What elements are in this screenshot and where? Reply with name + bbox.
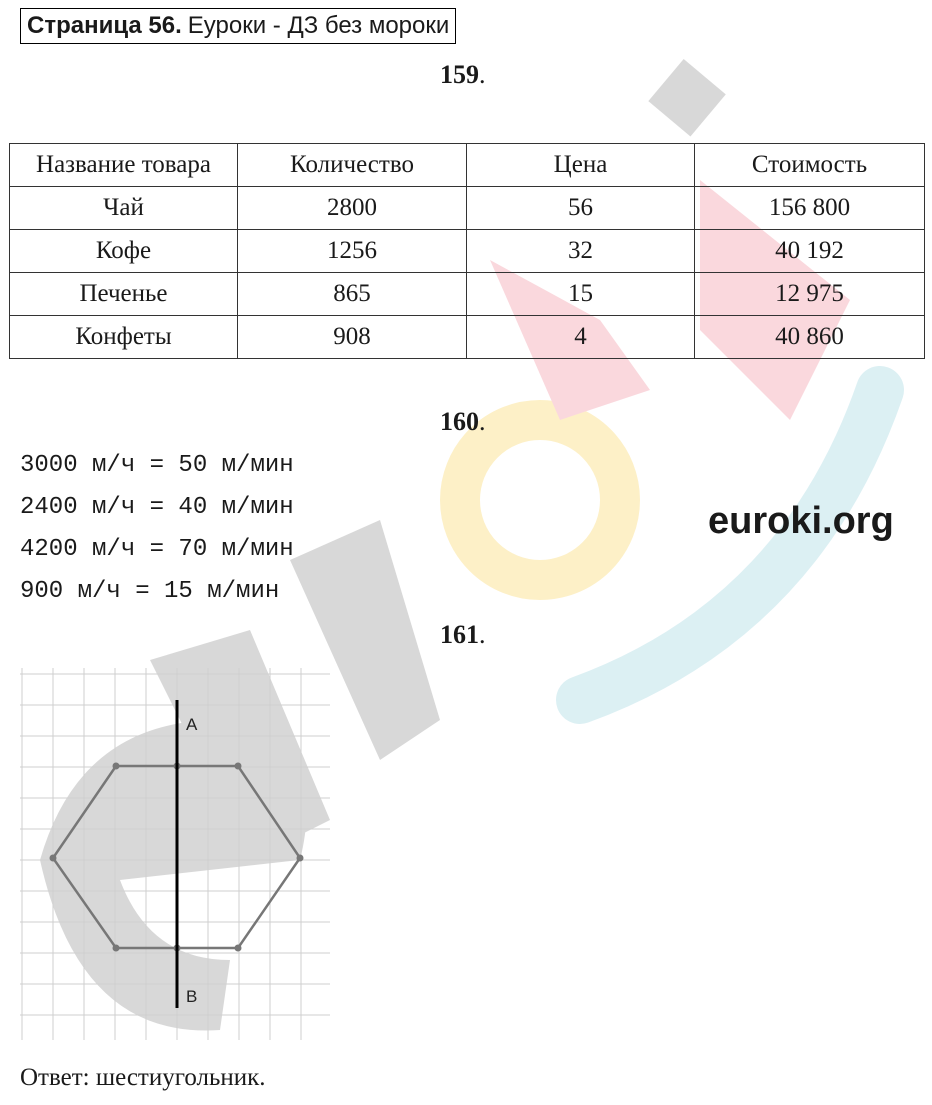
page-header [20, 8, 456, 44]
table-row [10, 230, 925, 273]
conversion-line: 3000 м/ч = 50 м/мин [20, 452, 294, 479]
table-cell: 908 [238, 316, 467, 359]
table-cell: 32 [467, 230, 695, 273]
label-a: A [186, 715, 198, 734]
vertex-point [113, 763, 120, 770]
table-cell: 15 [467, 273, 695, 316]
vertex-point [297, 855, 304, 862]
table-cell: 40 192 [695, 230, 925, 273]
task-159-number: 159. [440, 60, 486, 89]
table-header-row [10, 144, 925, 187]
table-cell: 1256 [238, 230, 467, 273]
conversion-line: 4200 м/ч = 70 м/мин [20, 536, 294, 563]
table-cell: 2800 [238, 187, 467, 230]
table-cell: 40 860 [695, 316, 925, 359]
table-cell: 865 [238, 273, 467, 316]
vertex-point [235, 763, 242, 770]
table-cell: Конфеты [10, 316, 238, 359]
site-tagline: Еуроки - ДЗ без мороки [187, 12, 450, 39]
answer-text: Ответ: шестиугольник. [20, 1064, 266, 1091]
vertex-point [235, 945, 242, 952]
goods-table [9, 143, 925, 359]
table-row [10, 316, 925, 359]
table-header-cell: Стоимость [695, 144, 925, 187]
table-cell: Чай [10, 187, 238, 230]
table-cell: Кофе [10, 230, 238, 273]
task-160-number: 160. [440, 407, 486, 436]
table-header-cell: Количество [238, 144, 467, 187]
conversion-line: 2400 м/ч = 40 м/мин [20, 494, 294, 521]
table-row [10, 187, 925, 230]
table-cell: Печенье [10, 273, 238, 316]
vertex-point [113, 945, 120, 952]
page-number-label: Страница 56. [27, 12, 182, 39]
grid-lines [20, 668, 330, 1040]
site-logo: euroki.org [708, 500, 894, 542]
table-cell: 12 975 [695, 273, 925, 316]
task-161-number: 161. [440, 620, 486, 649]
table-cell: 4 [467, 316, 695, 359]
table-cell: 156 800 [695, 187, 925, 230]
table-cell: 56 [467, 187, 695, 230]
table-row [10, 273, 925, 316]
label-b: B [186, 987, 198, 1006]
conversion-line: 900 м/ч = 15 м/мин [20, 578, 280, 605]
table-header-cell: Название товара [10, 144, 238, 187]
hexagon-drawing [20, 668, 330, 1040]
table-header-cell: Цена [467, 144, 695, 187]
vertex-point [50, 855, 57, 862]
